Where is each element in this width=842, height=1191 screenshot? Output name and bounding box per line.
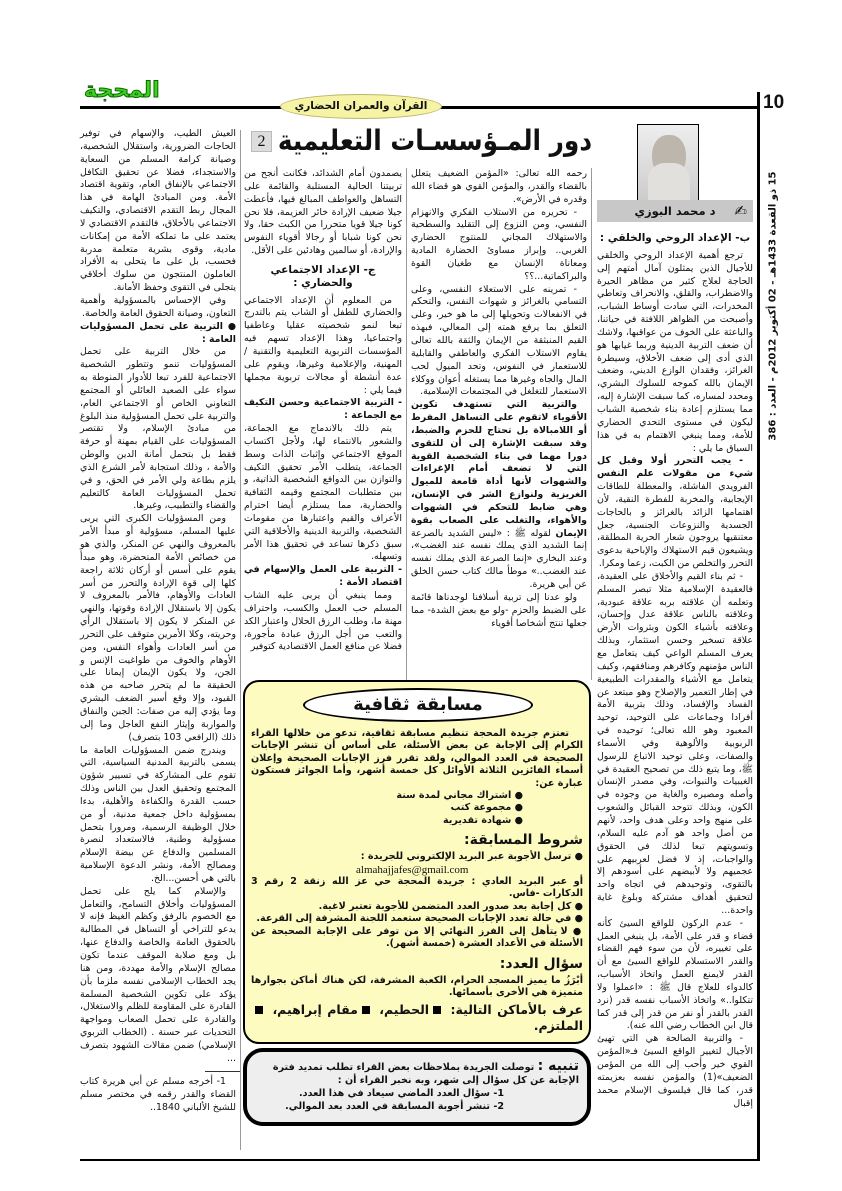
- page-number: 10: [763, 92, 785, 113]
- author-byline: [597, 200, 753, 222]
- prize-item: ● شهادة تقديرية: [442, 814, 523, 826]
- places-line: عرف بالأماكن التالية: الحطيم، مقام إبراهيم، الملتزم.: [251, 1002, 583, 1034]
- pen-icon: ✍: [734, 202, 747, 220]
- paragraph: - تحريره من الاستلاب الفكري والانهزام النفسي، ومن النزوع إلى التقليد والسطحية والاستهلاك المجاني للمنتوج الحضاري الغربي.. وإبراز مساوئ الحضارة المادية ومعاناة الإنسان مع طغيان القوة والبراكماتية...؟؟: [411, 206, 587, 282]
- lower-boxes: [243, 680, 591, 1126]
- notice-label: تنبيه :: [537, 1058, 579, 1075]
- column-divider: [240, 130, 241, 1150]
- condition-item: أو عبر البريد العادي : جريدة المحجة حي عز الله زنقة 2 رقم 3 الدكارات -فاس.: [251, 876, 583, 900]
- section-heading: ب- الإعداد الروحي والخلقي :: [599, 232, 751, 244]
- paragraph: يصمدون أمام الشدائد، فكانت أنجح من تربيتنا الحالية المستلبة والقائمة على التساهل والعواطف المبالغ فيها، فأعطت جيلا ضعيف الإرادة خائر العزيمة، فلا نحن كونا جيلا قويا متحررا من الكبت حقا، ولا نحن كونا شبابا أو رجالا أقوياء النفوس والإرادة، أو سالمين وهادئين على الأقل.: [244, 168, 402, 257]
- paragraph-text: لقوله ﷺ : «ليس الشديد بالصرعة إنما الشديد الذي يملك نفسه عند الغضب»، وعند البخاري «إنما الصرعة الذي يملك نفسه عند الغضب..» موطأ مالك كتاب حسن الخلق عن أبي هريرة.: [411, 527, 587, 590]
- subheading: - التربية على العمل والإسهام في اقتصاد الأمة :: [244, 564, 402, 589]
- contest-intro: تعتزم جريدة المحجة تنظيم مسابقة ثقافية، تدعو من خلالها القراء الكرام إلى الإجابة عن بعض الأسئلة، على أساس أن تنشر الإجابات الصحيحة في العدد الموالي، ولقد تقرر فرز الإجابات الصحيحة وإعلان أسماء الفائزين الثلاثة الأوائل كل خمسة أشهر، وأما الجوائز فستكون عبارة عن:: [251, 728, 583, 789]
- column-divider: [591, 168, 592, 680]
- paragraph: ولو عدنا إلى تربية أسلافنا لوجدناها قائمة على الضبط والحزم -ولو مع بعض الشدة- مما جعلها تنتج أشخاصا أقوياء: [411, 591, 587, 629]
- condition-item: ● في حالة تعدد الإجابات الصحيحة ستعمد اللجنة المشرفة إلى القرعة.: [256, 913, 583, 925]
- paragraph: - ثم بناء القيم والأخلاق على العقيدة، فالعقيدة الإسلامية مثلا تبصر المسلم وتعلمه أن علاقته بربه علاقة عبودية، وعلاقته بالناس علاقة عدل وإحسان، وعلاقته بأشياء الكون وبثروات الأرض علاقة تسخير وحسن استثمار، وبذلك يعرف المسلم الواعي كيف يتعامل مع الناس مؤمنهم وكافرهم ومنافقهم، وكيف يتعامل مع الأشياء والمقدرات الطبيعية في إطار التعمير والإصلاح وهو مبتعد عن الفساد والإفساد، وذلك بتربية الأمة أفرادا وجماعات على التوحيد، توحيد المعبود وهو الله تعالى؛ توحيده في الربوبية والألوهية وفي الأسماء والصفات، وعلى توحيد الاتباع للرسول ﷺ، وما يتبع ذلك من تصحيح العقيدة في الغيبيات والنبوات، وفي مصدر الإنسان وأصله ومصيره والغاية من وجوده في الكون، وبذلك تتوحد القبائل والشعوب على منهج واحد وعلى هدف واحد، لأنهم من أصل واحد هو آدم عليه السلام، وتسويتهم تبعا لذلك في الحقوق والواجبات، إذ لا فضل لعربيهم على عجميهم ولا لأبيضهم على أسودهم إلا بالتقوى، وتوحيدهم في اتجاه واحد لتحقيق أهداف مشتركة وبلوغ غاية واحدة...: [597, 570, 753, 916]
- footnote-text: 1- أخرجه مسلم عن أبي هريرة كتاب القضاء والقدر رقمه في مختصر مسلم للشيخ الألباني 1840..: [80, 1076, 236, 1113]
- question-text: أبْرَزُ ما يميز المسجد الحرام، الكعبة المشرفة، لكن هناك أماكن بجوارها متميزة هي الأخرى بأسمائها.: [251, 974, 583, 998]
- paragraph: من خلال التربية على تحمل المسؤوليات تنمو وتتطور الشخصية الاجتماعية للفرد تبعا للأدوار المنوطة به سواء على الصعيد العائلي أو المجتمع التعاوني الخاص أو الاجتماعي العام، والتربية على تحمل المسؤولية منذ البلوغ من مبادئ الإسلام، ولا تقتصر المسؤوليات على القيام بمهنة أو حرفة فقط بل بتحمل أمانة الدين والوطن والأمة ، وذلك استجابة لأمر الشرع الذي يلزم بطاعة ولي الأمر في الحق، و في تحمل المسؤوليات العامة كالتعليم والقضاء والتطبيب، وغيرها.: [80, 346, 236, 512]
- contest-title: مسابقة ثقافية: [303, 688, 533, 722]
- notice-text: تنبيه : توصلت الجريدة بملاحظات بعض القراء تطلب تمديد فترة الإجابة عن كل سؤال إلى شهر، وبه نخبر القراء أن :: [272, 1058, 579, 1087]
- paragraph: من المعلوم أن الإعداد الاجتماعي والحضاري للطفل أو الشاب يتم بالتدرج تبعا لنمو شخصيته عقليا وعاطفيا واجتماعيا، وهذا الإعداد تسهم فيه المؤسسات التربوية التعليمية والتقنية /المهنية، والإعلامية وغيرها، ويقوم على عدة أنشطة أو مجالات تربوية مجملها فيما يلي :: [244, 294, 402, 396]
- article-column-1: [597, 226, 753, 1156]
- contest-email-link[interactable]: almahajjafes@gmail.com: [356, 863, 469, 876]
- question-title: سؤال العدد:: [499, 955, 583, 972]
- author-name: د محمد البوزي: [634, 204, 716, 218]
- paragraph: ومن المسؤوليات الكبرى التي يربى عليها المسلم، مسؤولية أو مبدأ الأمر بالمعروف والنهي عن المنكر، والذي هو من خصائص الأمة المتحضرة، وهو مبدأ يقوم على أسس أو أركان ثلاثة راجعة كلها إلى قوة الإرادة والتحرر من أسر العادات والأوهام، فالأمر بالمعروف لا يكون إلا باستقلال الإرادة وقوتها، والنهي عن المنكر لا يكون إلا باستقلال الرأي وحريته، وكلا الأمرين متوقف على التحرر من أسر العادات وأهواء النفس، ومن الأوهام والخوف من طواغيت الإنس و الجن، ولا يكون الإيمان إيمانا على الحقيقة ما لم يتحرر صاحبه من هذه القيود، وإلا وقع أسير الضعف البشري وما يؤدي إليه من صفات: الجبن والنفاق والمواربة وإيثار النفع العاجل وما إلى ذلك (الرافعي 103 بتصرف): [80, 513, 236, 743]
- article-title-box: [278, 122, 592, 162]
- prize-item: ● مجموعة كتب: [450, 802, 523, 814]
- author-photo: [637, 124, 699, 202]
- section-label: القرآن والعمران الحضاري: [280, 94, 442, 119]
- section-heading: ج- الإعداد الاجتماعي والحضاري :: [270, 263, 376, 289]
- prize-item: ● اشتراك مجاني لمدة سنة: [396, 790, 523, 802]
- contest-box: [243, 680, 591, 1044]
- notice-box: [243, 1048, 591, 1125]
- paragraph: [411, 399, 587, 592]
- contest-body: [251, 728, 583, 1034]
- article-column-3: [244, 168, 402, 680]
- newspaper-logo: المحجة: [84, 78, 160, 103]
- article-title: دور المـؤسسـات التعليمية: [277, 124, 592, 157]
- paragraph-lead: والتربية التي تستهدف تكوين الأقوياء لاتقوم على التساهل المفرط أو اللامبالاة بل تحتاج للحزم والضبط، وقد سبقت الإشارة إلى أن للتقوى دورا مهما في بناء الشخصية القوية التي لا تضعف أمام الإغراءات والشهوات لأنها أداة قامعة للميول الغريزية ولنوازع الشر في الإنسان، وهي ضابط للتحكم في الشهوات والأهواء، والتغلب على الصعاب بقوة الإيمان: [411, 399, 587, 539]
- subheading: - التربية الاجتماعية وحسن التكيف مع الجماعة :: [244, 397, 402, 422]
- condition-item: ● كل إجابة بعد صدور العدد المتضمن للأجوبة تعتبر لاغية.: [318, 900, 583, 912]
- paragraph: ومما ينبغي أن يربى عليه الشاب المسلم حب العمل والكسب، واحتراف مهنة ما، وطلب الرزق الحلال واعتبار الكد والتعب من أجل الرزق عبادة مأجورة، فضلا عن منافع العمل الاقتصادية كتوفير: [244, 590, 402, 653]
- paragraph: ويندرج ضمن المسؤوليات العامة ما يسمى بالتربية المدنية السياسية، التي تقوم على المشاركة في تسيير شؤون المجتمع وتحقيق العدل بين الناس وذلك حسب القدرة والكفاءة والأهلية، بدءا بمسؤولية داخل جمعية مدنية، أو من خلال الوظيفة الرسمية، ومرورا بتحمل مسؤولية وطنية، فالاستعداد لنصرة المسلمين والدفاع عن بيضة الإسلام ومصالح الأمة، ونشر الدعوة الإسلامية بالتي هي أحسن...الخ.: [80, 744, 236, 884]
- paragraph: - تمرينه على الاستعلاء النفسي، وعلى التسامي بالغرائز و شهوات النفس، والتحكم في الانفعالات وتحويلها إلى ما هو خير، وعلى التعلق بما يرفع همته إلى المعالي، فبهذه القيم المنبثقة من الإيمان والثقة بالله تعالى يقاوم الاستلاب الفكري والعاطفي والقابلية للاستعمار في النفوس، وتحد الميول لحب المال والجاه وغيرها مما يستغله أعوان ووكلاء الاستعمار للتغلغل في المجتمعات الإسلامية.: [411, 283, 587, 398]
- footnote: [80, 1076, 236, 1118]
- conditions-title: شروط المسابقة:: [464, 832, 583, 849]
- article-column-4: [80, 128, 236, 1064]
- paragraph: العيش الطيب، والإسهام في توفير الحاجات الضرورية، واستقلال الشخصية، وصيانة كرامة المسلم من السعاية والاستجداء، فضلا عن تحقيق التكافل الاجتماعي بالإنفاق العام، وتقوية اقتصاد الأمة. ومن المبادئ الهامة في هذا المجال ربط التقدم الاقتصادي، والتكيف الاجتماعي بالأخلاق، فالتقدم الاقتصادي لا يعتمد على ما تملكه الأمة من إمكانات مادية، وقوى بشرية متعلمة مدربة فحسب، بل على ما يتحلى به الأفراد العاملون المنتجون من سلوك أخلاقي يتجلى في التقوى وحفظ الأمانة.: [80, 128, 236, 294]
- paragraph: والإسلام كما يلح على تحمل المسؤوليات وأخلاق التسامح، والتعامل مع الخصوم بالرفق وكظم الغيظ فإنه لا يدعو للتراخي أو التساهل في المطالبة بالحقوق العامة والخاصة والدفاع عنها، بل ومع صلابة الموقف عندما تكون مصالح الإسلام والأمة مهددة، ومن هنا يجد الخطاب الإسلامي نفسه ملزما بأن يؤكد على تكوين الشخصية المسلمة القادرة على المقاومة للظلم والاستغلال، والقادرة على تحمل الصعاب ومواجهة التحديات عبر حسنة . (الخطاب التربوي الإسلامي) ضمن مقالات الشهود بتصرف ...: [80, 885, 236, 1064]
- column-divider: [406, 168, 407, 680]
- paragraph: - والتربية الصالحة هي التي تهيئ الأجيال لتغيير الواقع السيئ فـ«المؤمن القوي خير وأحب إلى الله من المؤمن الضعيف»(1) والمؤمن نفسه بعزيمته قدر، كما قال فيلسوف الإسلام محمد إقبال: [597, 1033, 753, 1109]
- paragraph-lead: - يجب التحرر أولا وقبل كل شيء من مقولات علم النفس: [597, 455, 753, 480]
- article-part-number: 2: [251, 131, 272, 152]
- side-rule: [757, 92, 760, 1161]
- paragraph: ترجع أهمية الإعداد الروحي والخلقي للأجيال الذين يمثلون آمال أمتهم إلى الحاجة لعلاج كثير من مظاهر الحيرة والاضطراب، والقلق، والانحراف وتعاطي المخدرات، التي سادت أوساط الشباب، وأصبحت من الظواهر اللافتة في حياتنا، والباعثة على الخوف من عواقبها، ولاشك أن ضعف التربية الدينية وربما غيابها هو الذي أدى إلى ضعف الأخلاق، وسيطرة الغرائز، وفقدان الوازع الديني، وضعف الإيمان بالله كموجه للسلوك البشري، ومحدد لمساره، كما سبقت الإشارة إليه، مما يستلزم إعادة بناء شخصية الشباب ليكون في مستوى التحدي الحضاري للأمة، ومما ينبغي الاهتمام به في هذا السياق ما يلي :: [597, 249, 753, 454]
- condition-item: ● لا يتأهل إلى الفرز النهائي إلا من توفر على الإجابة الصحيحة عن الأسئلة في الأعداد العشرة (خمسة أشهر).: [251, 925, 584, 950]
- footnote-rule: [205, 1071, 240, 1072]
- condition-item: ● ترسل الأجوبة عبر البريد الإلكتروني للجريدة :: [360, 851, 583, 863]
- paragraph: [597, 455, 753, 571]
- paragraph: - عدم الركون للواقع السيئ كأنه قضاء و قدر على الأمة، بل ينبغي العمل على تغييره، لأن من سوء فهم القضاء والقدر الاستسلام للواقع السيئ مع أن القدر لايمنع العمل واتخاذ الأسباب، كالدواء للعلاج قال ﷺ : «اعملوا ولا تتكلوا..» واتخاذ الأسباب نفسه قدر (نرد القدر بالقدر أو نفر من قدر إلى قدر كما قال ابن الخطاب رضي الله عنه).: [597, 917, 753, 1032]
- bottom-rule: [80, 1159, 758, 1161]
- paragraph: رحمه الله تعالى: «المؤمن الضعيف يتعلل بالقضاء والقدر، والمؤمن القوي هو قضاء الله وقدره في الأرض».: [411, 168, 587, 205]
- notice-item: 1- سؤال العدد الماضي سيعاد في هذا العدد.: [299, 1087, 504, 1099]
- paragraph: وفي الإحساس بالمسؤولية وأهمية التعاون، وصيانة الحقوق العامة والخاصة.: [80, 294, 236, 319]
- subheading: ● التربية على تحمل المسؤوليات العامة :: [80, 320, 236, 345]
- notice-item: 2- تنشر أجوبة المسابقة في العدد بعد الموالي.: [285, 1100, 504, 1112]
- article-column-2: [411, 168, 587, 680]
- paragraph-text: الفرويدي الفاشلة، والمعطلة للطاقات الإيجابية، والمخربة للفطرة النقية، لأن اهتمامها الزائد بالغرائز و بالحاجات الجسدية والنزوعات الجنسية، جعل معتنقيها يروجون شعار الحرية المطلقة، ويشيعون قيم الاستهلاك والإباحية بدعوى التحرر والتخلص من الكبت، زعما ومكرا.: [597, 481, 753, 570]
- paragraph: يتم ذلك بالاندماج مع الجماعة، والشعور بالانتماء لها، ولأجل اكتساب الموقع الاجتماعي وإثبات الذات وسط الجماعة، يتطلب الأمر تحقيق التكيف والتوازن بين الدوافع الشخصية الذاتية، و بين متطلبات المجتمع وقيمه الثقافية والحضارية، مما يستلزم أيضا احترام الأعراف والقيم واعتبارها من مقومات الشخصية، والتربية الدينية والأخلاقية التي سبق ذكرها تساعد في تحقيق هذا الأمر وتسهله.: [244, 423, 402, 563]
- issue-date-line: 15 ذو القعدة 1433هـ - 02 أكتوبر 2012م - العدد : 386: [767, 171, 779, 441]
